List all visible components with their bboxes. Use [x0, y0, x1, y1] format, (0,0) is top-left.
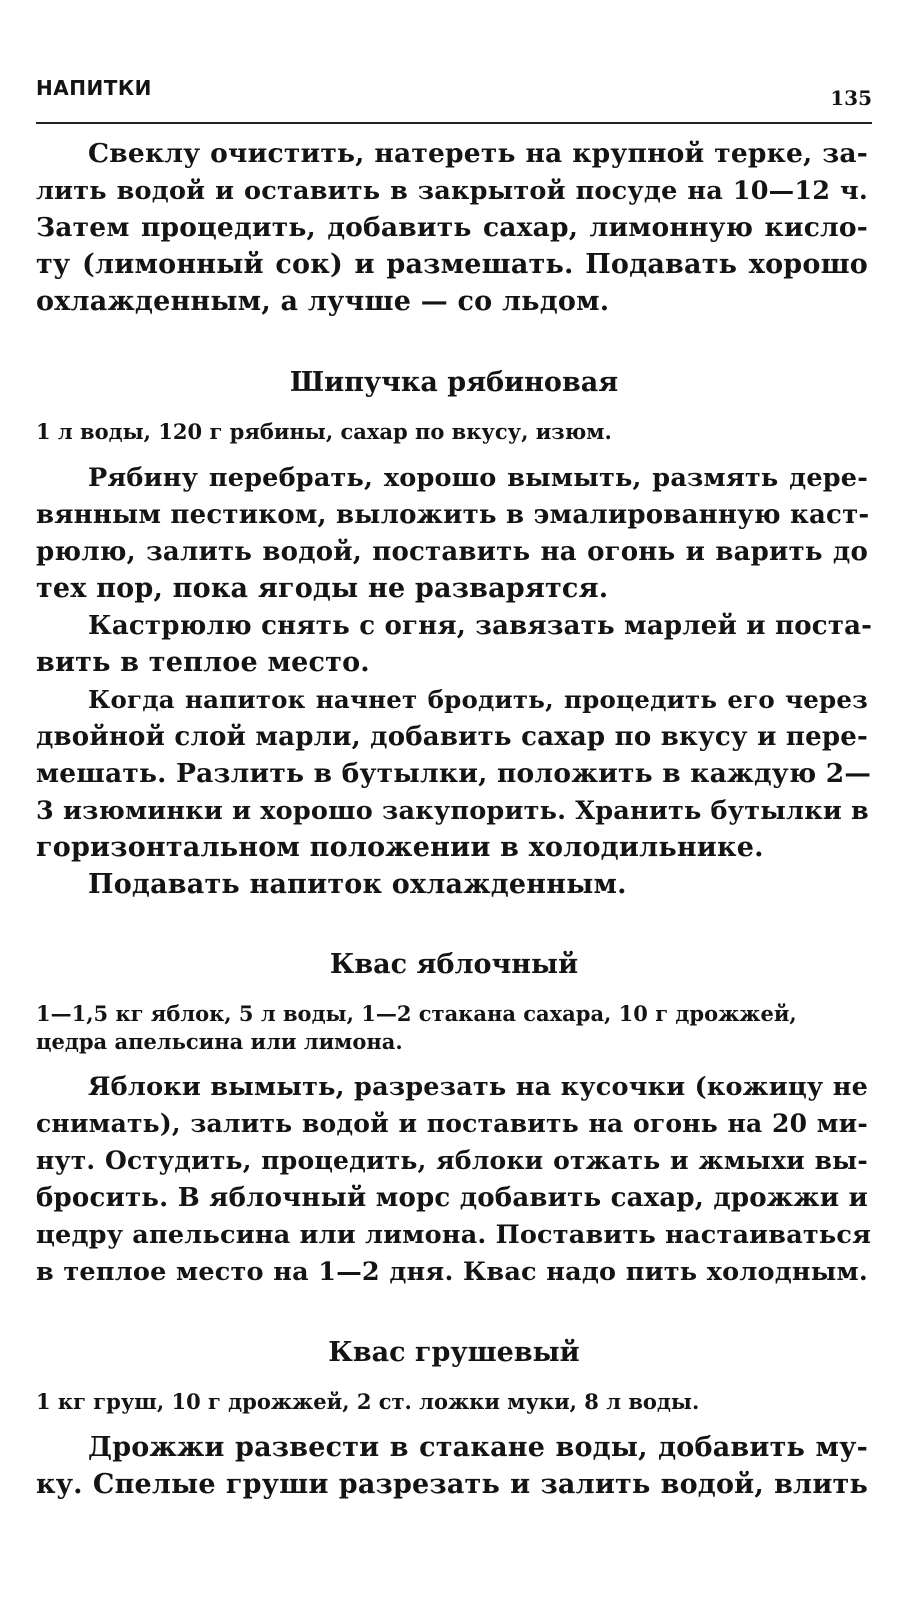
- paragraph-line: двойной слой марли, добавить сахар по вкусу и пере-: [36, 722, 868, 752]
- paragraph-line: тех пор, пока ягоды не разварятся.: [36, 573, 609, 604]
- paragraph-line: охлажденным, а лучше — со льдом.: [36, 286, 610, 317]
- section-title: НАПИТКИ: [36, 76, 152, 100]
- paragraph-line: вить в теплое место.: [36, 647, 370, 678]
- paragraph-line: Рябину перебрать, хорошо вымыть, размять дере-: [88, 463, 868, 493]
- paragraph-line: Дрожжи развести в стакане воды, добавить му-: [88, 1432, 868, 1463]
- running-header: [36, 72, 872, 124]
- paragraph-line: горизонтальном положении в холодильнике.: [36, 832, 764, 863]
- page-number: 135: [830, 86, 872, 110]
- recipe-title: Квас яблочный: [329, 949, 579, 980]
- paragraph-line: ту (лимонный сок) и размешать. Подавать хорошо: [36, 249, 868, 280]
- paragraph-line: Затем процедить, добавить сахар, лимонную кисло-: [36, 212, 868, 243]
- ingredients-line: 1 л воды, 120 г рябины, сахар по вкусу, изюм.: [36, 419, 612, 444]
- paragraph-line: Свеклу очистить, натереть на крупной терке, за-: [88, 138, 868, 169]
- paragraph-line: мешать. Разлить в бутылки, положить в каждую 2—: [36, 758, 872, 789]
- paragraph-line: снимать), залить водой и поставить на огонь на 20 ми-: [36, 1109, 868, 1138]
- paragraph-line: цедру апельсина или лимона. Поставить настаиваться: [36, 1220, 872, 1250]
- paragraph-line: Кастрюлю снять с огня, завязать марлей и поста-: [88, 611, 873, 641]
- paragraph-line: Подавать напиток охлажденным.: [88, 869, 627, 900]
- paragraph-line: ку. Спелые груши разрезать и залить водой, влить: [36, 1469, 868, 1500]
- paragraph-line: лить водой и оставить в закрытой посуде на 10—12 ч.: [36, 176, 868, 206]
- paragraph-line: Яблоки вымыть, разрезать на кусочки (кожицу не: [88, 1072, 868, 1102]
- recipe-title: Шипучка рябиновая: [289, 367, 619, 398]
- paragraph-line: в теплое место на 1—2 дня. Квас надо пить холодным.: [36, 1257, 868, 1287]
- recipe-title: Квас грушевый: [328, 1337, 580, 1368]
- paragraph-line: вянным пестиком, выложить в эмалированную каст-: [36, 500, 870, 530]
- ingredients-line: цедра апельсина или лимона.: [36, 1029, 403, 1054]
- ingredients-line: 1—1,5 кг яблок, 5 л воды, 1—2 стакана сахара, 10 г дрожжей,: [36, 1001, 797, 1026]
- paragraph-line: нут. Остудить, процедить, яблоки отжать и жмыхи вы-: [36, 1146, 868, 1175]
- paragraph-line: Когда напиток начнет бродить, процедить его через: [88, 685, 868, 714]
- paragraph-line: рюлю, залить водой, поставить на огонь и варить до: [36, 537, 868, 567]
- paragraph-line: 3 изюминки и хорошо закупорить. Хранить бутылки в: [36, 796, 869, 826]
- ingredients-line: 1 кг груш, 10 г дрожжей, 2 ст. ложки муки, 8 л воды.: [36, 1389, 700, 1414]
- paragraph-line: бросить. В яблочный морс добавить сахар, дрожжи и: [36, 1183, 868, 1213]
